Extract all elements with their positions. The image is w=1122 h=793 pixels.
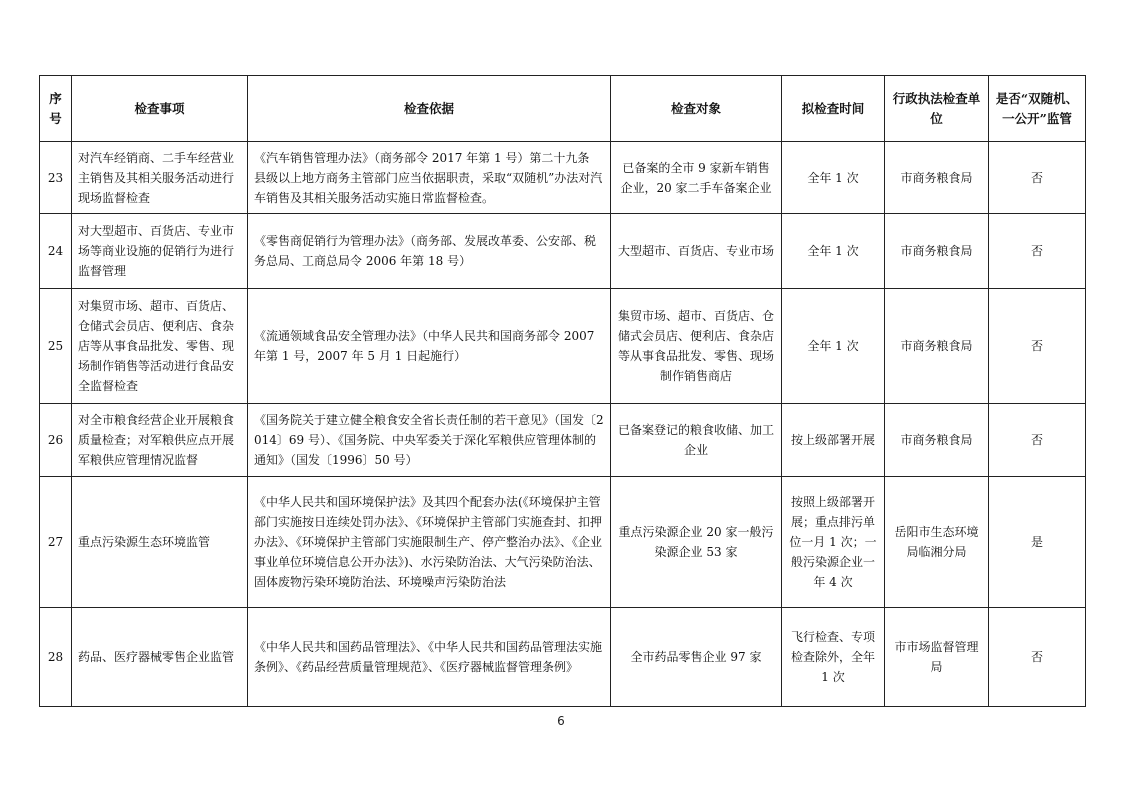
row-basis: 《中华人民共和国药品管理法》、《中华人民共和国药品管理法实施条例》、《药品经营质量管理规范》、《医疗器械监督管理条例》 [248,608,611,707]
row-basis: 《汽车销售管理办法》（商务部令 2017 年第 1 号）第二十九条 县级以上地方商务主管部门应当依据职责，采取“双随机”办法对汽车销售及其相关服务活动实施日常监督检查。 [248,142,611,214]
row-flag: 否 [989,214,1086,289]
row-no: 26 [40,404,72,477]
row-basis: 《零售商促销行为管理办法》（商务部、发展改革委、公安部、税务总局、工商总局令 2006 年第 18 号） [248,214,611,289]
row-item: 药品、医疗器械零售企业监管 [72,608,248,707]
row-unit: 市商务粮食局 [885,214,989,289]
page-number: 6 [557,714,565,728]
header-basis: 检查依据 [248,76,611,142]
row-flag: 否 [989,142,1086,214]
header-no: 序号 [40,76,72,142]
row-basis: 《国务院关于建立健全粮食安全省长责任制的若干意见》（国发〔2014〕69 号）、《国务院、中央军委关于深化军粮供应管理体制的通知》（国发〔1996〕50 号） [248,404,611,477]
row-no: 25 [40,289,72,404]
table-header-row [40,76,1086,142]
table-row [40,289,1086,404]
row-unit: 市市场监督管理局 [885,608,989,707]
row-basis: 《中华人民共和国环境保护法》及其四个配套办法(《环境保护主管部门实施按日连续处罚办法》、《环境保护主管部门实施查封、扣押办法》、《环境保护主管部门实施限制生产、停产整治办法》、《企业事业单位环境信息公开办法》)、水污染防治法、大气污染防治法、固体废物污染环境防治法、环境噪声污染防治法 [248,477,611,608]
row-no: 27 [40,477,72,608]
row-no: 24 [40,214,72,289]
inspection-table [39,75,1086,707]
table-row [40,142,1086,214]
row-time: 飞行检查、专项检查除外，全年 1 次 [782,608,885,707]
table-row [40,608,1086,707]
header-item: 检查事项 [72,76,248,142]
row-time: 按照上级部署开展；重点排污单位一月 1 次；一般污染源企业一年 4 次 [782,477,885,608]
row-flag: 是 [989,477,1086,608]
row-item: 对汽车经销商、二手车经营业主销售及其相关服务活动进行现场监督检查 [72,142,248,214]
row-no: 23 [40,142,72,214]
row-item: 重点污染源生态环境监管 [72,477,248,608]
row-time: 全年 1 次 [782,289,885,404]
header-flag: 是否“双随机、一公开”监管 [989,76,1086,142]
row-item: 对集贸市场、超市、百货店、仓储式会员店、便利店、食杂店等从事食品批发、零售、现场制作销售等活动进行食品安全监督检查 [72,289,248,404]
row-flag: 否 [989,289,1086,404]
row-time: 全年 1 次 [782,142,885,214]
row-flag: 否 [989,404,1086,477]
row-target: 已备案的全市 9 家新车销售企业，20 家二手车备案企业 [611,142,782,214]
row-target: 大型超市、百货店、专业市场 [611,214,782,289]
table-row [40,214,1086,289]
row-no: 28 [40,608,72,707]
row-basis: 《流通领域食品安全管理办法》（中华人民共和国商务部令 2007 年第 1 号，2007 年 5 月 1 日起施行） [248,289,611,404]
row-unit: 市商务粮食局 [885,289,989,404]
row-target: 已备案登记的粮食收储、加工企业 [611,404,782,477]
row-item: 对全市粮食经营企业开展粮食质量检查；对军粮供应点开展军粮供应管理情况监督 [72,404,248,477]
row-target: 集贸市场、超市、百货店、仓储式会员店、便利店、食杂店等从事食品批发、零售、现场制作销售商店 [611,289,782,404]
row-time: 按上级部署开展 [782,404,885,477]
row-unit: 岳阳市生态环境局临湘分局 [885,477,989,608]
row-flag: 否 [989,608,1086,707]
row-time: 全年 1 次 [782,214,885,289]
header-time: 拟检查时间 [782,76,885,142]
table-row [40,404,1086,477]
row-target: 重点污染源企业 20 家一般污染源企业 53 家 [611,477,782,608]
table-row [40,477,1086,608]
row-target: 全市药品零售企业 97 家 [611,608,782,707]
header-target: 检查对象 [611,76,782,142]
header-unit: 行政执法检查单位 [885,76,989,142]
row-unit: 市商务粮食局 [885,404,989,477]
row-item: 对大型超市、百货店、专业市场等商业设施的促销行为进行监督管理 [72,214,248,289]
row-unit: 市商务粮食局 [885,142,989,214]
